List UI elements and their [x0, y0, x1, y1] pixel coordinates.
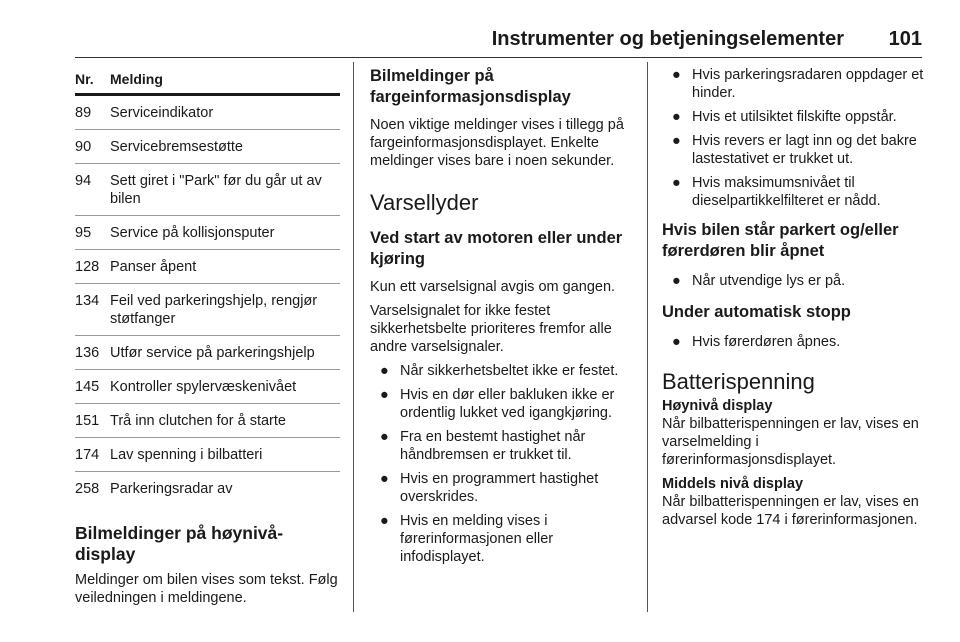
column-2 [370, 60, 635, 572]
list-item [662, 333, 927, 351]
row-message: Service på kollisjonsputer [110, 225, 275, 241]
bullet-icon: ● [672, 133, 681, 149]
page-number: 101 [888, 28, 922, 50]
paragraph: Noen viktige meldinger vises i tillegg på fargeinformasjonsdisplayet. Enkelte meldinger vises bare i noen sekunder. [370, 117, 624, 169]
header-title: Instrumenter og betjeningselementer [491, 28, 844, 50]
table-row [75, 250, 340, 284]
row-nr: 134 [75, 293, 100, 309]
bullet-icon: ● [380, 429, 389, 445]
sub-heading-hoy: Høynivå display [662, 398, 773, 414]
list-item [370, 428, 635, 464]
bullet-icon: ● [672, 67, 681, 83]
paragraph: Når bilbatterispenningen er lav, vises en varselmelding i førerinformasjonsdisplayet. [662, 416, 919, 468]
row-message: Serviceindikator [110, 105, 214, 121]
row-nr: 94 [75, 173, 92, 189]
paragraph: Varselsignalet for ikke festet sikkerhetsbelte prioriteres fremfor alle andre varselsignaler. [370, 303, 612, 355]
section-heading-varsellyder: Varsellyder [370, 190, 479, 215]
page-header [0, 22, 922, 52]
header-rule [75, 57, 922, 58]
bullet-icon: ● [672, 334, 681, 350]
section-heading-hoynivaa: Bilmeldinger på høynivå-display [75, 523, 284, 564]
bullet-list [370, 362, 635, 566]
table-row [75, 404, 340, 438]
row-nr: 89 [75, 105, 92, 121]
bullet-icon: ● [672, 273, 681, 289]
row-message: Servicebremsestøtte [110, 139, 243, 155]
table-row [75, 164, 340, 216]
list-item [370, 470, 635, 506]
row-nr: 136 [75, 345, 100, 361]
section-heading-farge: Bilmeldinger på fargeinformasjonsdisplay [370, 67, 571, 106]
row-message: Panser åpent [110, 259, 197, 275]
bullet-icon: ● [380, 513, 389, 529]
table-row [75, 438, 340, 472]
bullet-icon: ● [380, 387, 389, 403]
table-header [75, 60, 340, 96]
list-item [662, 174, 927, 210]
list-item-text: Hvis en melding vises i førerinformasjonen eller infodisplayet. [400, 513, 554, 565]
row-nr: 95 [75, 225, 92, 241]
row-nr: 258 [75, 481, 100, 497]
column-divider [353, 62, 354, 612]
list-item [662, 108, 927, 126]
list-item-text: Hvis maksimumsnivået til dieselpartikkelfilteret er nådd. [692, 175, 881, 209]
section-heading-autostopp: Under automatisk stopp [662, 303, 851, 321]
table-body [75, 96, 340, 505]
row-message: Kontroller spylervæskenivået [110, 379, 297, 395]
paragraph: Når bilbatterispenningen er lav, vises en advarsel kode 174 i førerinformasjonen. [662, 494, 919, 528]
row-message: Parkeringsradar av [110, 481, 233, 497]
sub-heading-mid: Middels nivå display [662, 476, 804, 492]
table-row [75, 370, 340, 404]
list-item-text: Hvis et utilsiktet filskifte oppstår. [692, 109, 897, 125]
row-nr: 90 [75, 139, 92, 155]
col-nr-header: Nr. [75, 71, 94, 87]
row-nr: 151 [75, 413, 100, 429]
list-item-text: Hvis en dør eller bakluken ikke er ordentlig lukket ved igangkjøring. [400, 387, 615, 421]
bullet-icon: ● [672, 109, 681, 125]
row-message: Trå inn clutchen for å starte [110, 413, 286, 429]
list-item-text: Når utvendige lys er på. [692, 273, 846, 289]
list-item-text: Hvis parkeringsradaren oppdager et hinder. [692, 67, 924, 101]
list-item-text: Fra en bestemt hastighet når håndbremsen er trukket til. [400, 429, 586, 463]
paragraph: Kun ett varselsignal avgis om gangen. [370, 279, 616, 295]
list-item [662, 66, 927, 102]
list-item [662, 272, 927, 290]
row-nr: 128 [75, 259, 100, 275]
col-msg-header: Melding [110, 71, 163, 87]
column-1 [75, 60, 340, 613]
list-item [370, 512, 635, 566]
row-message: Utfør service på parkeringshjelp [110, 345, 315, 361]
list-item [370, 386, 635, 422]
paragraph: Meldinger om bilen vises som tekst. Følg veiledningen i meldingene. [75, 572, 338, 606]
sub-heading-start: Ved start av motoren eller under kjøring [370, 229, 623, 268]
message-table [75, 60, 340, 505]
bullet-icon: ● [380, 363, 389, 379]
list-item-text: Hvis revers er lagt inn og det bakre lastestativet er trukket ut. [692, 133, 917, 167]
bullet-icon: ● [380, 471, 389, 487]
table-row [75, 472, 340, 505]
row-message: Lav spenning i bilbatteri [110, 447, 263, 463]
bullet-icon: ● [672, 175, 681, 191]
row-nr: 174 [75, 447, 100, 463]
list-item [370, 362, 635, 380]
list-item-text: Når sikkerhetsbeltet ikke er festet. [400, 363, 619, 379]
bullet-list [662, 272, 927, 290]
list-item-text: Hvis en programmert hastighet overskrides. [400, 471, 599, 505]
list-item-text: Hvis førerdøren åpnes. [692, 334, 841, 350]
table-row [75, 336, 340, 370]
table-row [75, 216, 340, 250]
bullet-list [662, 333, 927, 351]
bullet-list [662, 66, 927, 210]
section-heading-batteri: Batterispenning [662, 369, 815, 394]
table-row [75, 130, 340, 164]
row-nr: 145 [75, 379, 100, 395]
column-divider [647, 62, 648, 612]
list-item [662, 132, 927, 168]
row-message: Feil ved parkeringshjelp, rengjør støtfanger [110, 293, 318, 327]
column-3 [662, 60, 927, 535]
section-heading-parkert: Hvis bilen står parkert og/eller førerdøren blir åpnet [662, 221, 899, 260]
table-row [75, 284, 340, 336]
table-row [75, 96, 340, 130]
row-message: Sett giret i "Park" før du går ut av bilen [110, 173, 322, 207]
